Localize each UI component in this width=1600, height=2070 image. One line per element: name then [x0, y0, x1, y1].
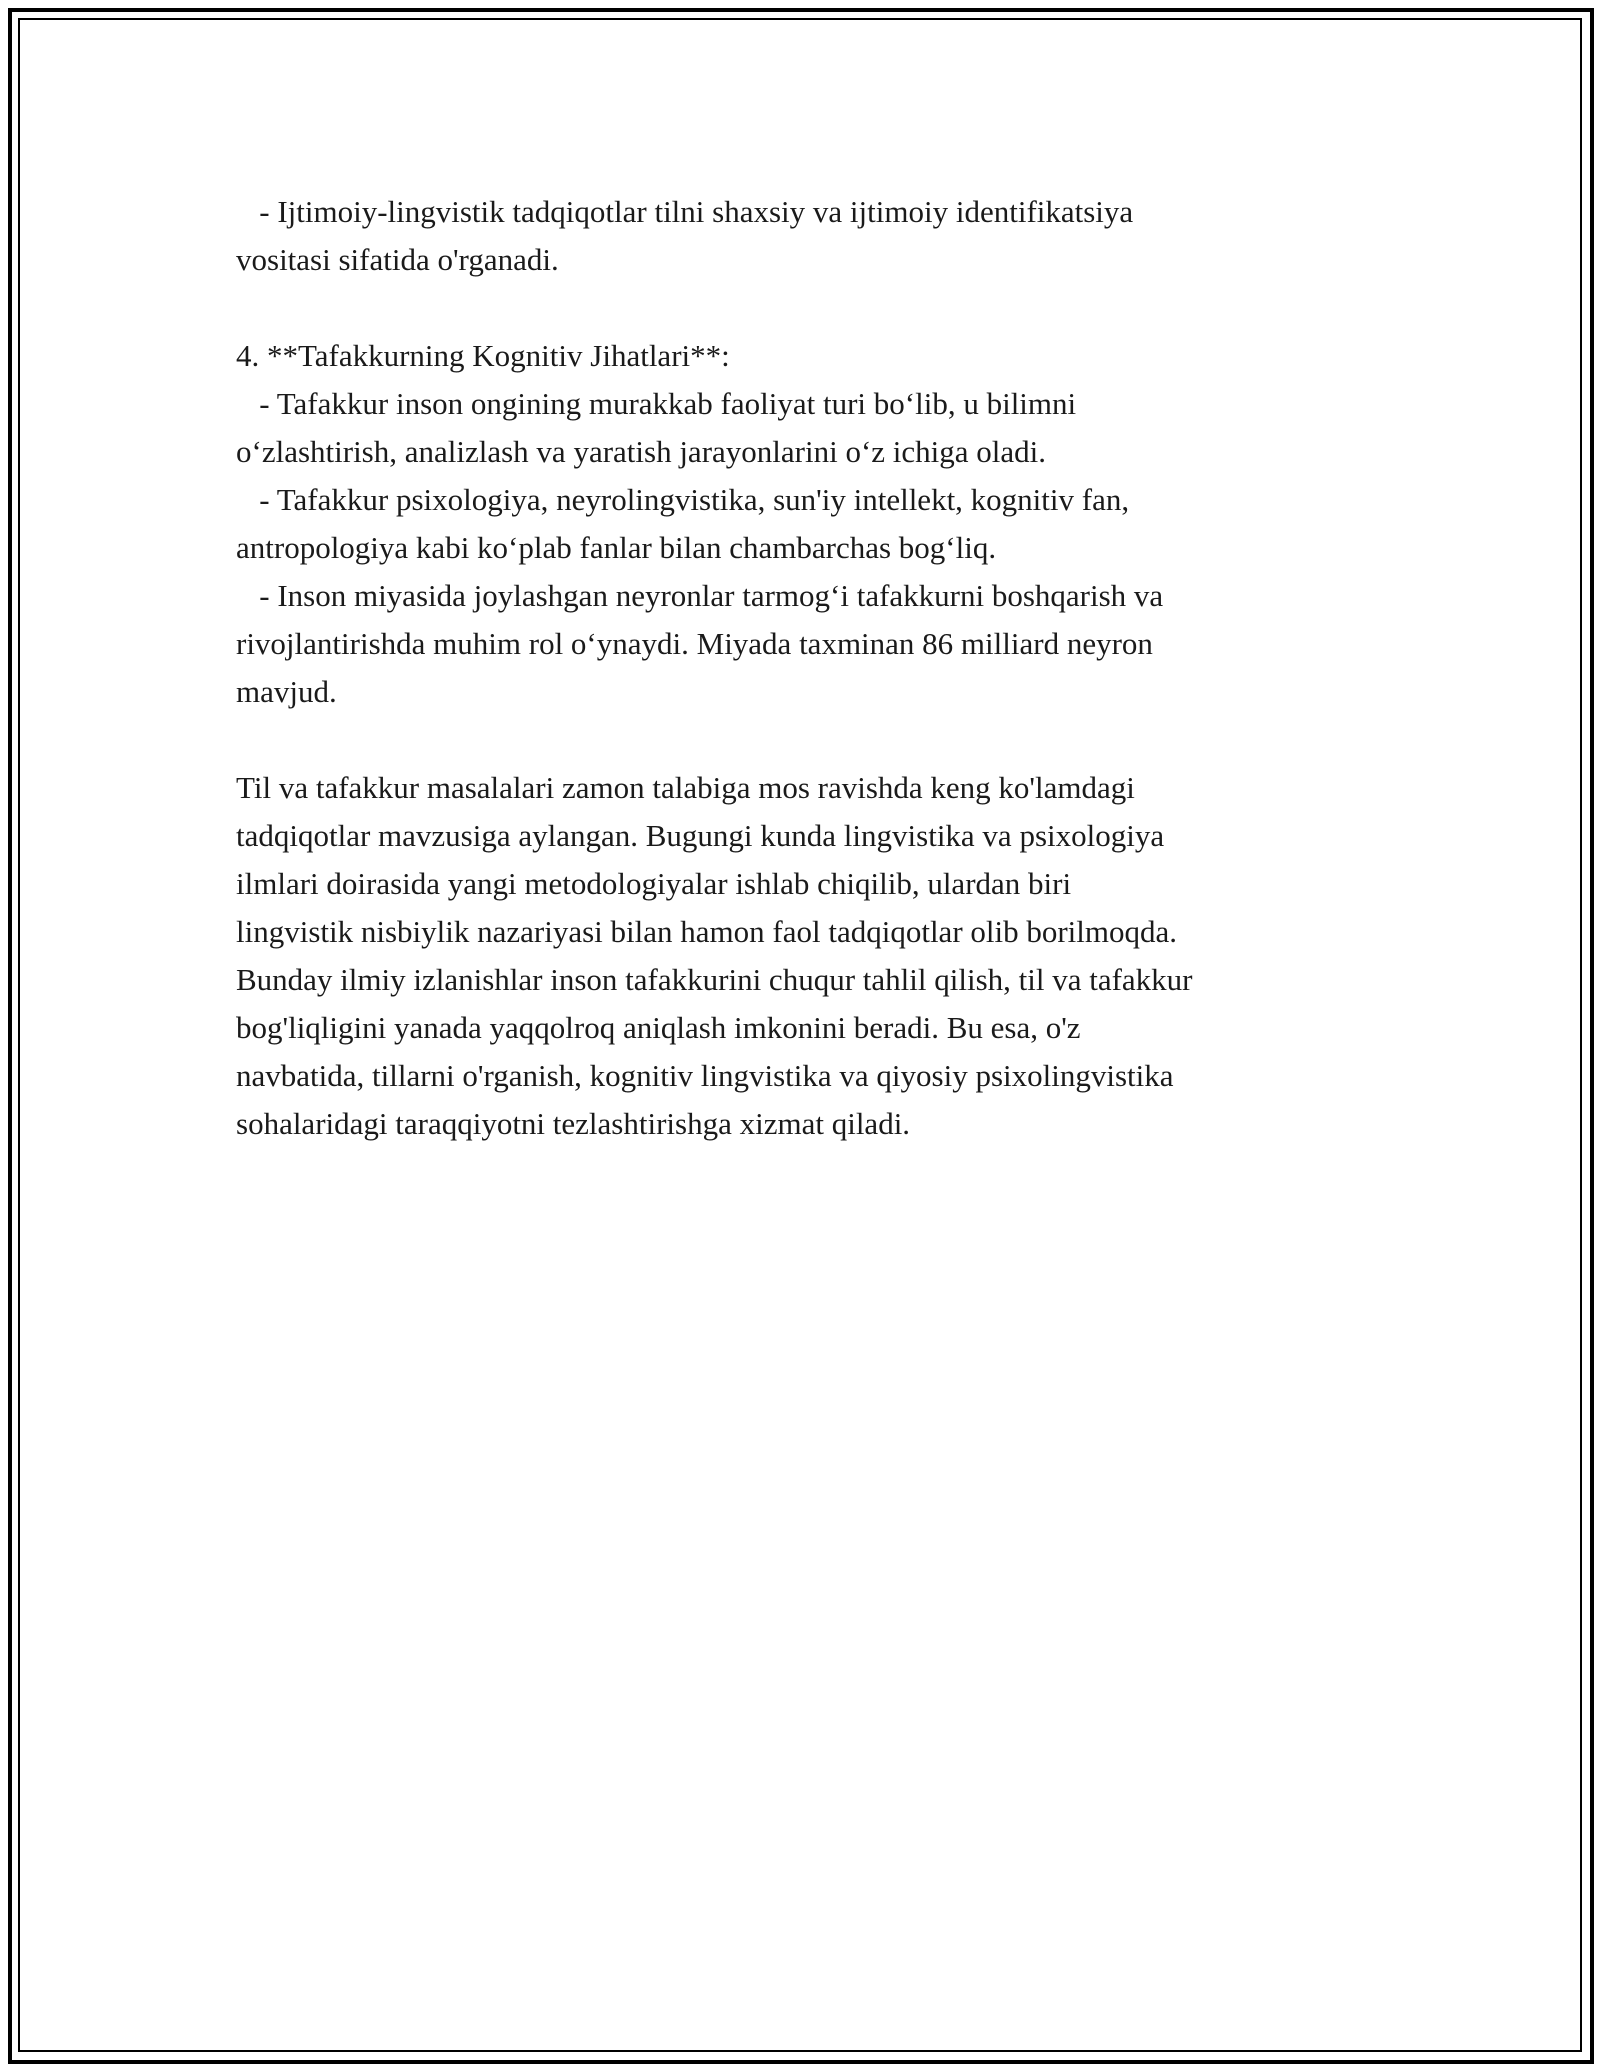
text-line: Til va tafakkur masalalari zamon talabiga mos ravishda keng ko'lamdagi [236, 770, 1135, 805]
section-cognitive-aspects [236, 332, 1376, 716]
section-heading: 4. **Tafakkurning Kognitiv Jihatlari**: [236, 338, 730, 373]
text-line: navbatida, tillarni o'rganish, kognitiv lingvistika va qiyosiy psixolingvistika [236, 1058, 1174, 1093]
text-line: - Tafakkur inson ongining murakkab faoliyat turi bo‘lib, u bilimni [236, 386, 1077, 421]
paragraph-spacer [236, 284, 1376, 332]
text-line: rivojlantirishda muhim rol o‘ynaydi. Miyada taxminan 86 milliard neyron [236, 626, 1153, 661]
paragraph-conclusion [236, 764, 1376, 1148]
text-line: - Tafakkur psixologiya, neyrolingvistika, sun'iy intellekt, kognitiv fan, [236, 482, 1130, 517]
text-line: vositasi sifatida o'rganadi. [236, 242, 559, 277]
text-line: ilmlari doirasida yangi metodologiyalar ishlab chiqilib, ulardan biri [236, 866, 1072, 901]
text-line: tadqiqotlar mavzusiga aylangan. Bugungi kunda lingvistika va psixologiya [236, 818, 1165, 853]
text-line: antropologiya kabi ko‘plab fanlar bilan chambarchas bog‘liq. [236, 530, 997, 565]
text-line: sohalaridagi taraqqiyotni tezlashtirishga xizmat qiladi. [236, 1106, 911, 1141]
text-line: Bunday ilmiy izlanishlar inson tafakkurini chuqur tahlil qilish, til va tafakkur [236, 962, 1193, 997]
text-line: lingvistik nisbiylik nazariyasi bilan hamon faol tadqiqotlar olib borilmoqda. [236, 914, 1178, 949]
text-line: bog'liqligini yanada yaqqolroq aniqlash imkonini beradi. Bu esa, o'z [236, 1010, 1081, 1045]
paragraph-spacer [236, 716, 1376, 764]
text-line: mavjud. [236, 674, 337, 709]
text-line: - Inson miyasida joylashgan neyronlar tarmog‘i tafakkurni boshqarish va [236, 578, 1164, 613]
text-line: o‘zlashtirish, analizlash va yaratish jarayonlarini o‘z ichiga oladi. [236, 434, 1047, 469]
paragraph-social-linguistic [236, 188, 1376, 284]
text-line: - Ijtimoiy-lingvistik tadqiqotlar tilni shaxsiy va ijtimoiy identifikatsiya [236, 194, 1134, 229]
document-body [236, 188, 1376, 1148]
